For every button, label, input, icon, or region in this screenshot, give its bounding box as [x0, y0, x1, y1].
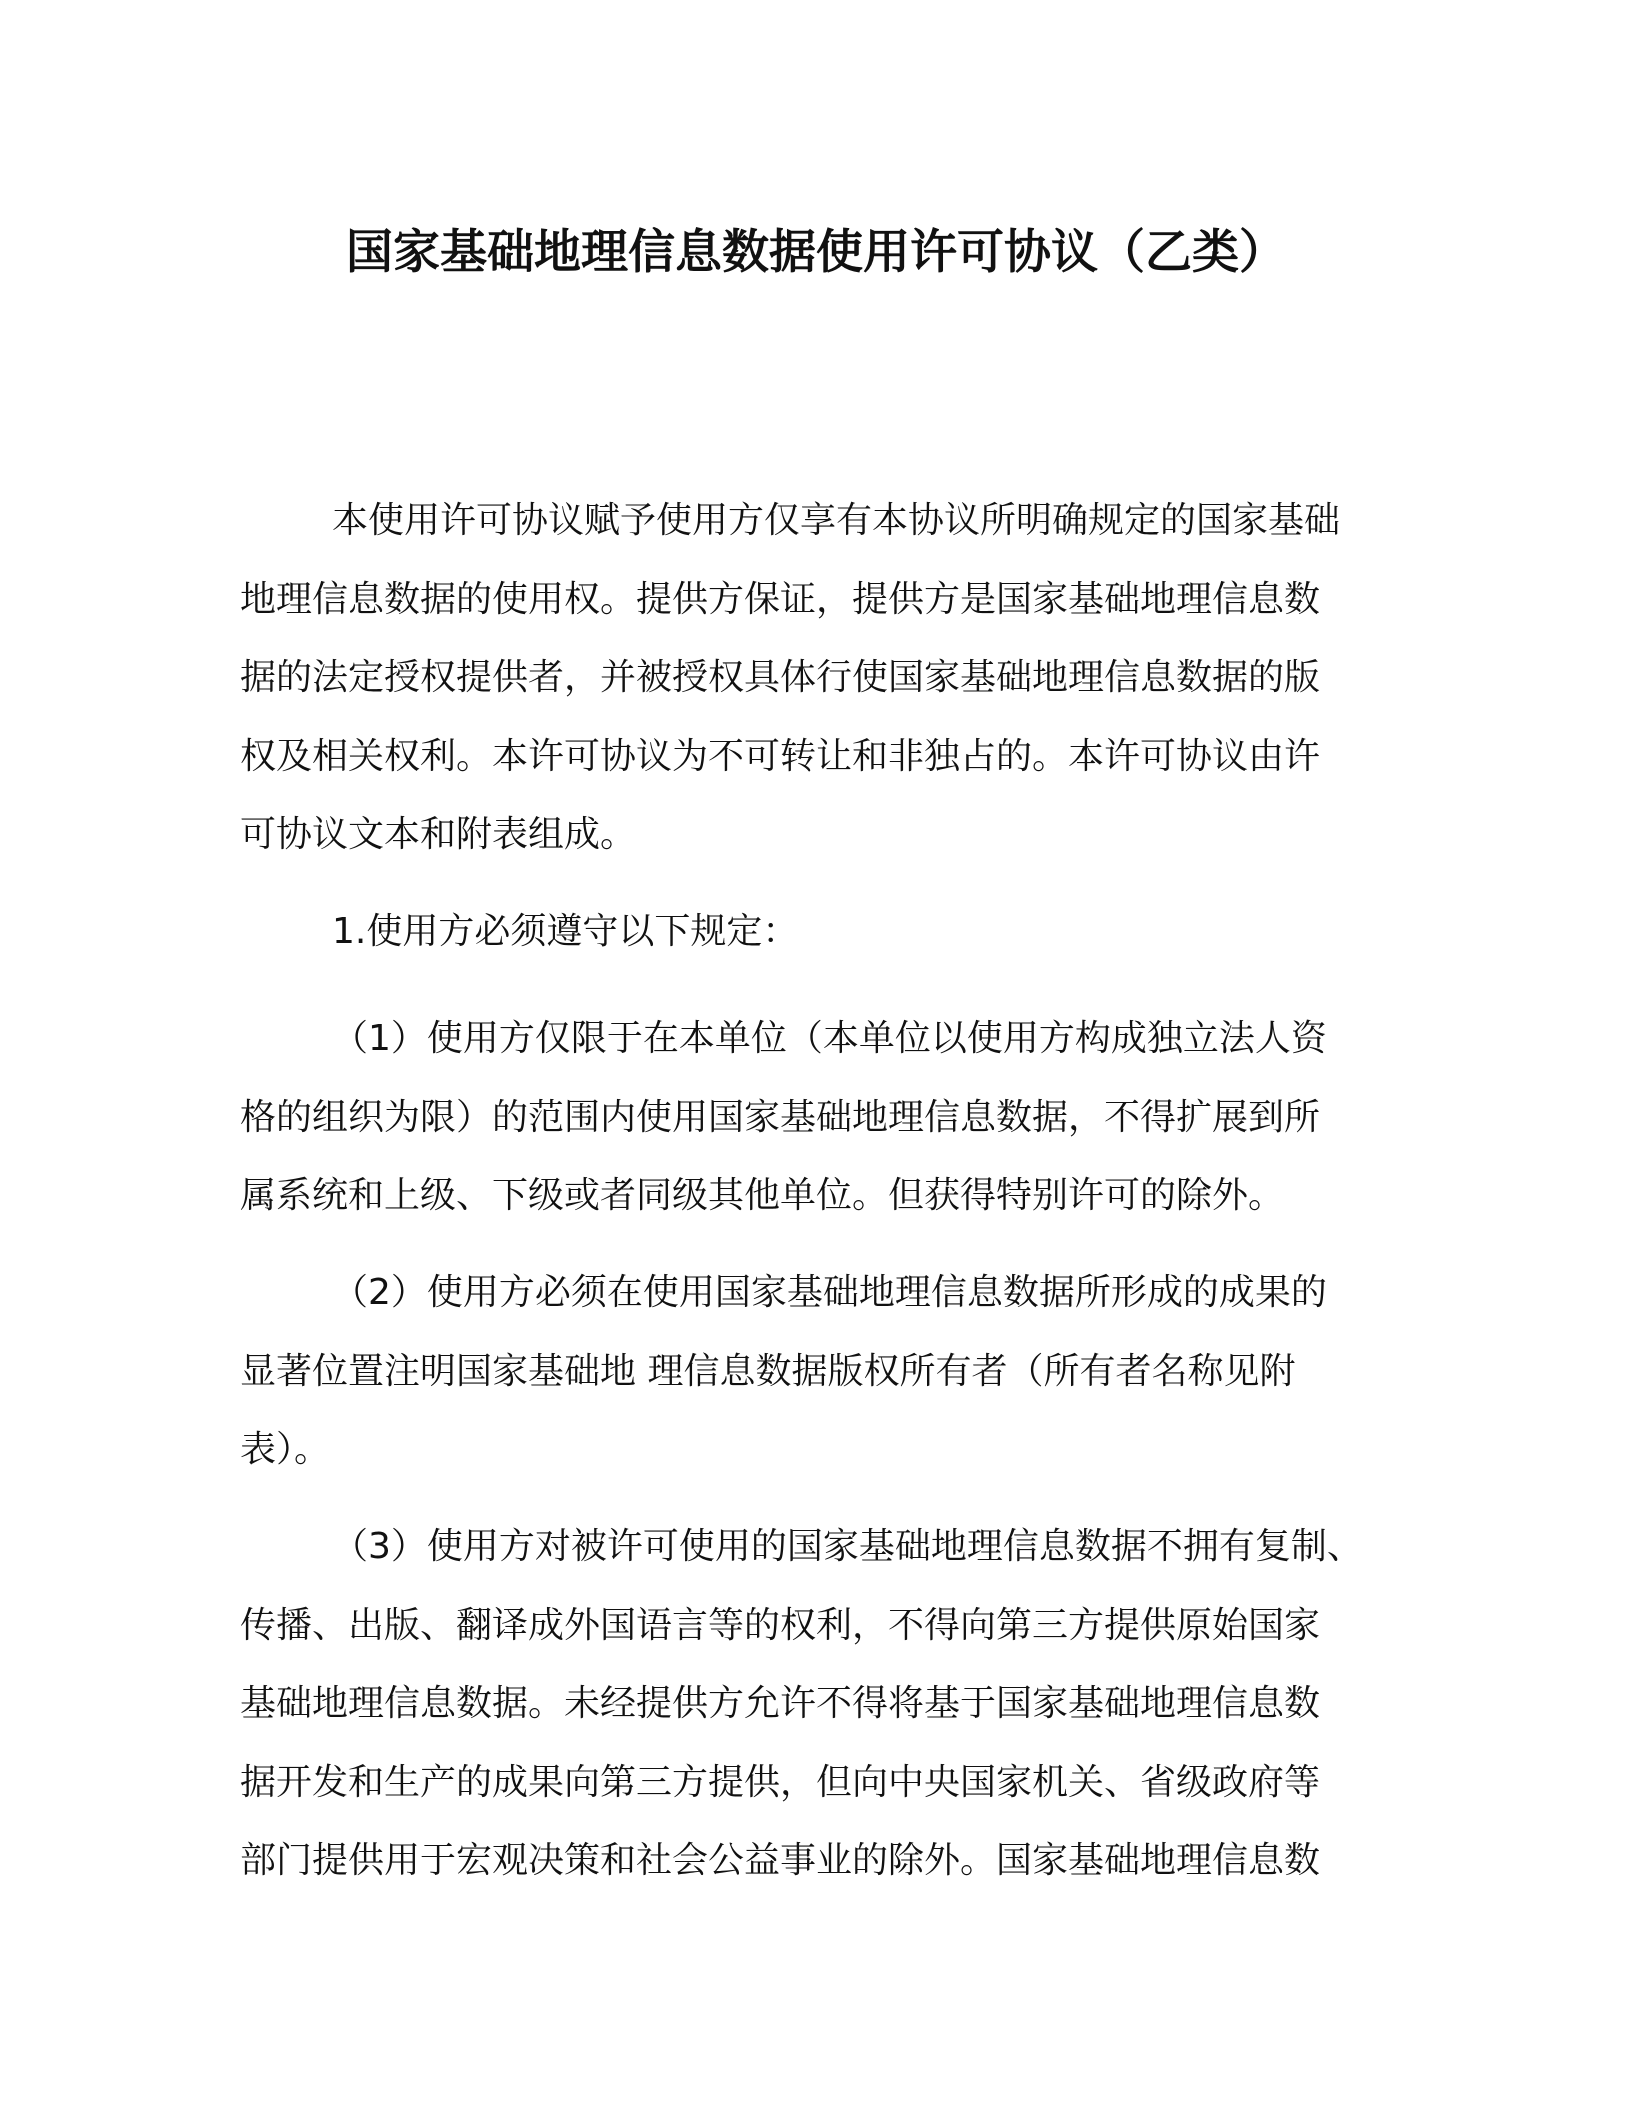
- paragraph-line: 本使用许可协议赋予使用方仅享有本协议所明确规定的国家基础: [332, 500, 1341, 541]
- paragraph-line: 1.使用方必须遵守以下规定：: [332, 911, 799, 952]
- clause-1: [240, 1000, 1370, 1236]
- paragraph-line: 属系统和上级、下级或者同级其他单位。但获得特别许可的除外。: [240, 1175, 1285, 1216]
- paragraph-line: 地理信息数据的使用权。提供方保证，提供方是国家基础地理信息数: [240, 578, 1321, 620]
- paragraph-preamble: [240, 482, 1370, 875]
- paragraph-line: 可协议文本和附表组成。: [240, 814, 637, 855]
- paragraph-line: （2）使用方必须在使用国家基础地理信息数据所形成的成果的: [332, 1272, 1327, 1313]
- paragraph-line: 格的组织为限）的范围内使用国家基础地理信息数据，不得扩展到所: [240, 1096, 1321, 1138]
- paragraph-line: 显著位置注明国家基础地 理信息数据版权所有者（所有者名称见附: [240, 1350, 1296, 1392]
- paragraph-line: （1）使用方仅限于在本单位（本单位以使用方构成独立法人资: [332, 1018, 1327, 1059]
- paragraph-line: 据开发和生产的成果向第三方提供，但向中央国家机关、省级政府等: [240, 1761, 1321, 1803]
- paragraph-line: （3）使用方对被许可使用的国家基础地理信息数据不拥有复制、: [332, 1526, 1363, 1567]
- paragraph-line: 部门提供用于宏观决策和社会公益事业的除外。国家基础地理信息数: [240, 1840, 1321, 1881]
- section-heading-1: [240, 893, 1370, 972]
- document-title: 国家基础地理信息数据使用许可协议（乙类）: [346, 225, 1286, 280]
- paragraph-line: 表）。: [240, 1429, 331, 1470]
- paragraph-line: 传播、出版、翻译成外国语言等的权利，不得向第三方提供原始国家: [240, 1604, 1321, 1646]
- paragraph-line: 权及相关权利。本许可协议为不可转让和非独占的。本许可协议由许: [240, 735, 1321, 777]
- clause-3: [240, 1508, 1370, 1901]
- paragraph-line: 据的法定授权提供者，并被授权具体行使国家基础地理信息数据的版: [240, 657, 1321, 698]
- paragraph-line: 基础地理信息数据。未经提供方允许不得将基于国家基础地理信息数: [240, 1683, 1321, 1724]
- clause-2: [240, 1254, 1370, 1490]
